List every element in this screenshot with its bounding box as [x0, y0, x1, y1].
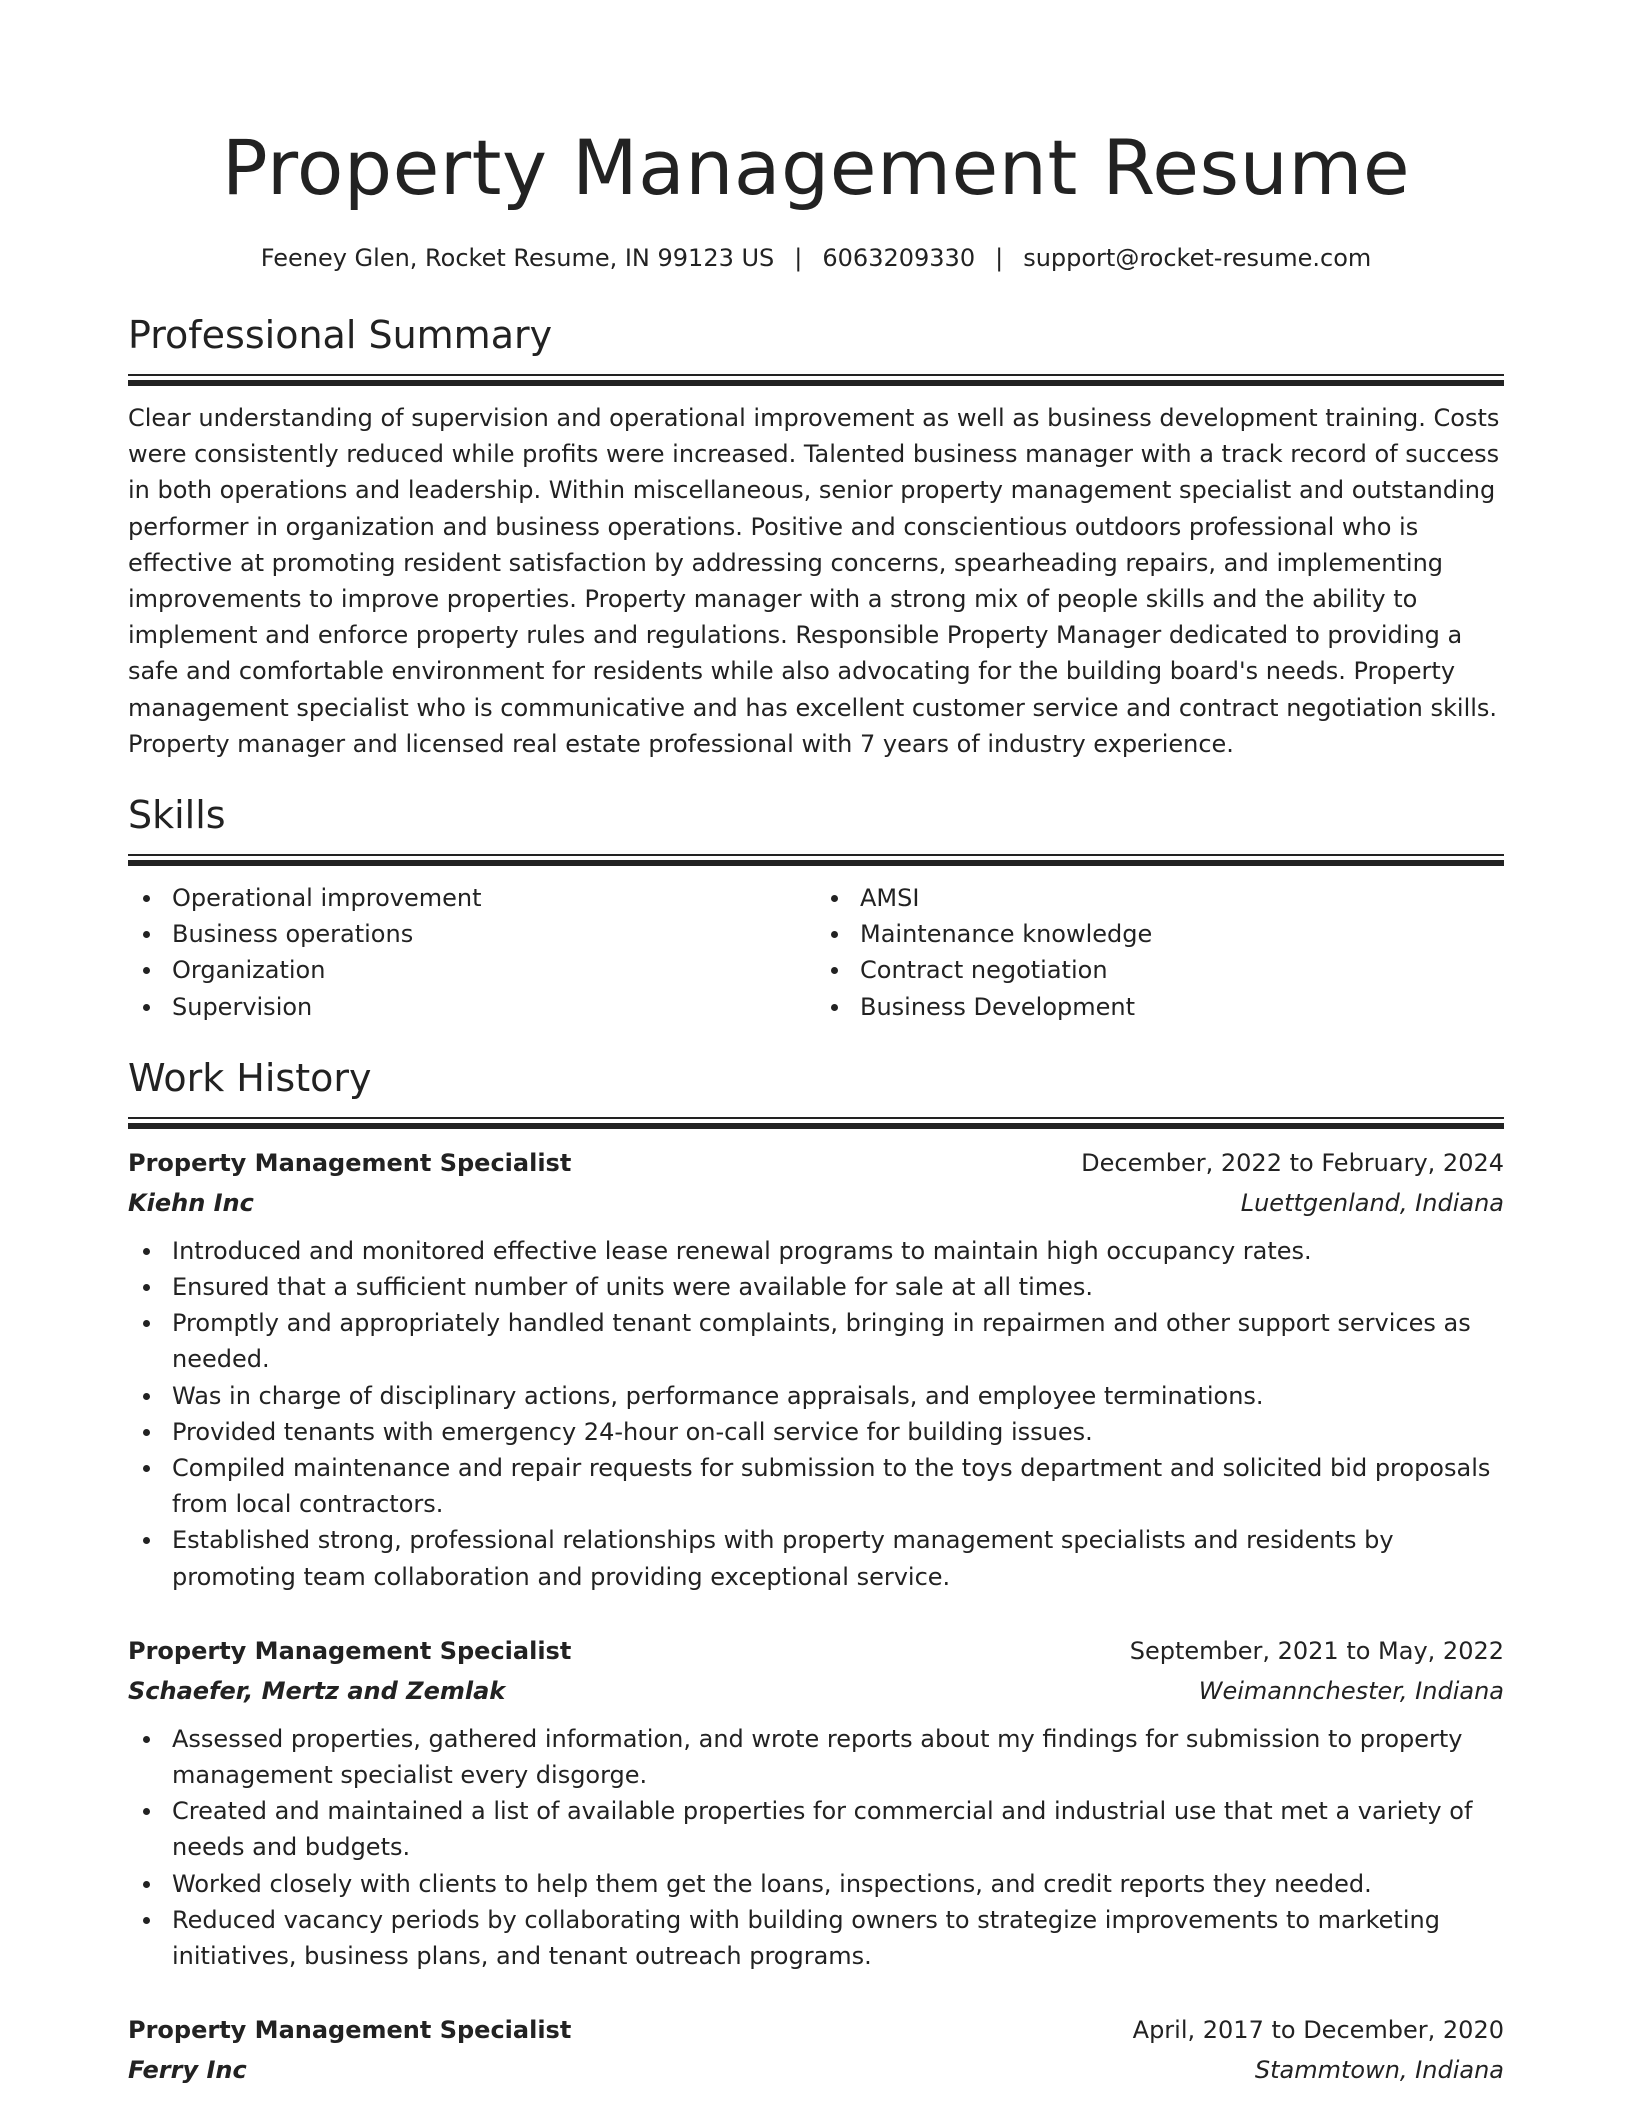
job-bullets	[128, 1721, 1504, 1974]
section-skills	[128, 790, 1504, 1025]
section-work-history	[128, 1053, 1504, 2090]
skill-item: Organization	[128, 952, 816, 988]
skill-item: Contract negotiation	[816, 952, 1504, 988]
section-professional-summary	[128, 310, 1504, 762]
section-heading: Professional Summary	[128, 313, 553, 357]
job-location: Stammtown, Indiana	[1254, 2056, 1504, 2085]
job-title: Property Management Specialist	[128, 1148, 572, 1177]
job-location: Luettgenland, Indiana	[1240, 1188, 1504, 1217]
skills-columns	[128, 880, 1504, 1025]
job-bullet: Reduced vacancy periods by collaborating with building owners to strategize improvements to marketing initiatives, business plans, and tenant outreach programs.	[128, 1902, 1504, 1974]
job-bullet: Worked closely with clients to help them get the loans, inspections, and credit reports they needed.	[128, 1866, 1504, 1902]
skill-item: Business operations	[128, 916, 816, 952]
job-bullet: Ensured that a sufficient number of units were available for sale at all times.	[128, 1269, 1504, 1305]
skill-item: AMSI	[816, 880, 1504, 916]
job-bullet: Established strong, professional relationships with property management specialists and residents by promoting team collaboration and providing exceptional service.	[128, 1522, 1504, 1594]
job-title: Property Management Specialist	[128, 1636, 572, 1665]
skill-item: Maintenance knowledge	[816, 916, 1504, 952]
contact-separator: |	[995, 244, 1004, 272]
job-bullet: Provided tenants with emergency 24-hour on-call service for building issues.	[128, 1414, 1504, 1450]
job-bullet: Promptly and appropriately handled tenant complaints, bringing in repairmen and other support services as needed.	[128, 1305, 1504, 1377]
section-divider	[128, 1117, 1504, 1129]
job-company: Schaefer, Mertz and Zemlak	[128, 1676, 506, 1705]
job-company: Ferry Inc	[128, 2056, 247, 2085]
job-header-row	[128, 1143, 1504, 1183]
contact-phone: 6063209330	[822, 244, 976, 272]
skills-right-column	[816, 880, 1504, 1025]
contact-line	[128, 242, 1504, 274]
job-bullet: Introduced and monitored effective lease renewal programs to maintain high occupancy rates.	[128, 1233, 1504, 1269]
job-dates: December, 2022 to February, 2024	[1081, 1148, 1504, 1177]
job-bullets	[128, 1233, 1504, 1595]
contact-email: support@rocket-resume.com	[1023, 244, 1372, 272]
page-title: Property Management Resume	[221, 123, 1411, 212]
contact-address: Feeney Glen, Rocket Resume, IN 99123 US	[260, 244, 775, 272]
job-bullet: Created and maintained a list of available properties for commercial and industrial use that met a variety of needs and budgets.	[128, 1793, 1504, 1865]
job-company-row	[128, 1671, 1504, 1711]
job-location: Weimannchester, Indiana	[1198, 1676, 1504, 1705]
skill-item: Business Development	[816, 989, 1504, 1025]
job-bullet: Compiled maintenance and repair requests for submission to the toys department and solicited bid proposals from local contractors.	[128, 1450, 1504, 1522]
job-company-row	[128, 2050, 1504, 2090]
section-heading: Work History	[128, 1055, 372, 1100]
job-bullet: Assessed properties, gathered information, and wrote reports about my findings for submission to property management specialist every disgorge.	[128, 1721, 1504, 1793]
job-company: Kiehn Inc	[128, 1188, 254, 1217]
job-title: Property Management Specialist	[128, 2016, 572, 2045]
section-divider	[128, 374, 1504, 386]
summary-text: Clear understanding of supervision and operational improvement as well as business development training. Costs were consistently reduced while profits were increased. Talented business manager with a track record of success in both operations and leadership. Within miscellaneous, senior property management specialist and outstanding performer in organization and business operations. Positive and conscientious outdoors professional who is effective at promoting resident satisfaction by addressing concerns, spearheading repairs, and implementing improvements to improve properties. Property manager with a strong mix of people skills and the ability to implement and enforce property rules and regulations. Responsible Property Manager dedicated to providing a safe and comfortable environment for residents while also advocating for the building board's needs. Property management specialist who is communicative and has excellent customer service and contract negotiation skills. Property manager and licensed real estate professional with 7 years of industry experience.	[128, 404, 1500, 758]
section-divider	[128, 854, 1504, 866]
section-heading: Skills	[128, 793, 226, 838]
skill-item: Supervision	[128, 989, 816, 1025]
job-bullet: Was in charge of disciplinary actions, performance appraisals, and employee terminations.	[128, 1378, 1504, 1414]
job-dates: April, 2017 to December, 2020	[1132, 2016, 1504, 2045]
skill-item: Operational improvement	[128, 880, 816, 916]
job-entry	[128, 1143, 1504, 1595]
job-dates: September, 2021 to May, 2022	[1129, 1636, 1504, 1665]
job-entry	[128, 1631, 1504, 1974]
job-company-row	[128, 1183, 1504, 1223]
job-header-row	[128, 1631, 1504, 1671]
contact-separator: |	[794, 244, 803, 272]
job-entry	[128, 2010, 1504, 2090]
skills-left-column	[128, 880, 816, 1025]
job-header-row	[128, 2010, 1504, 2050]
